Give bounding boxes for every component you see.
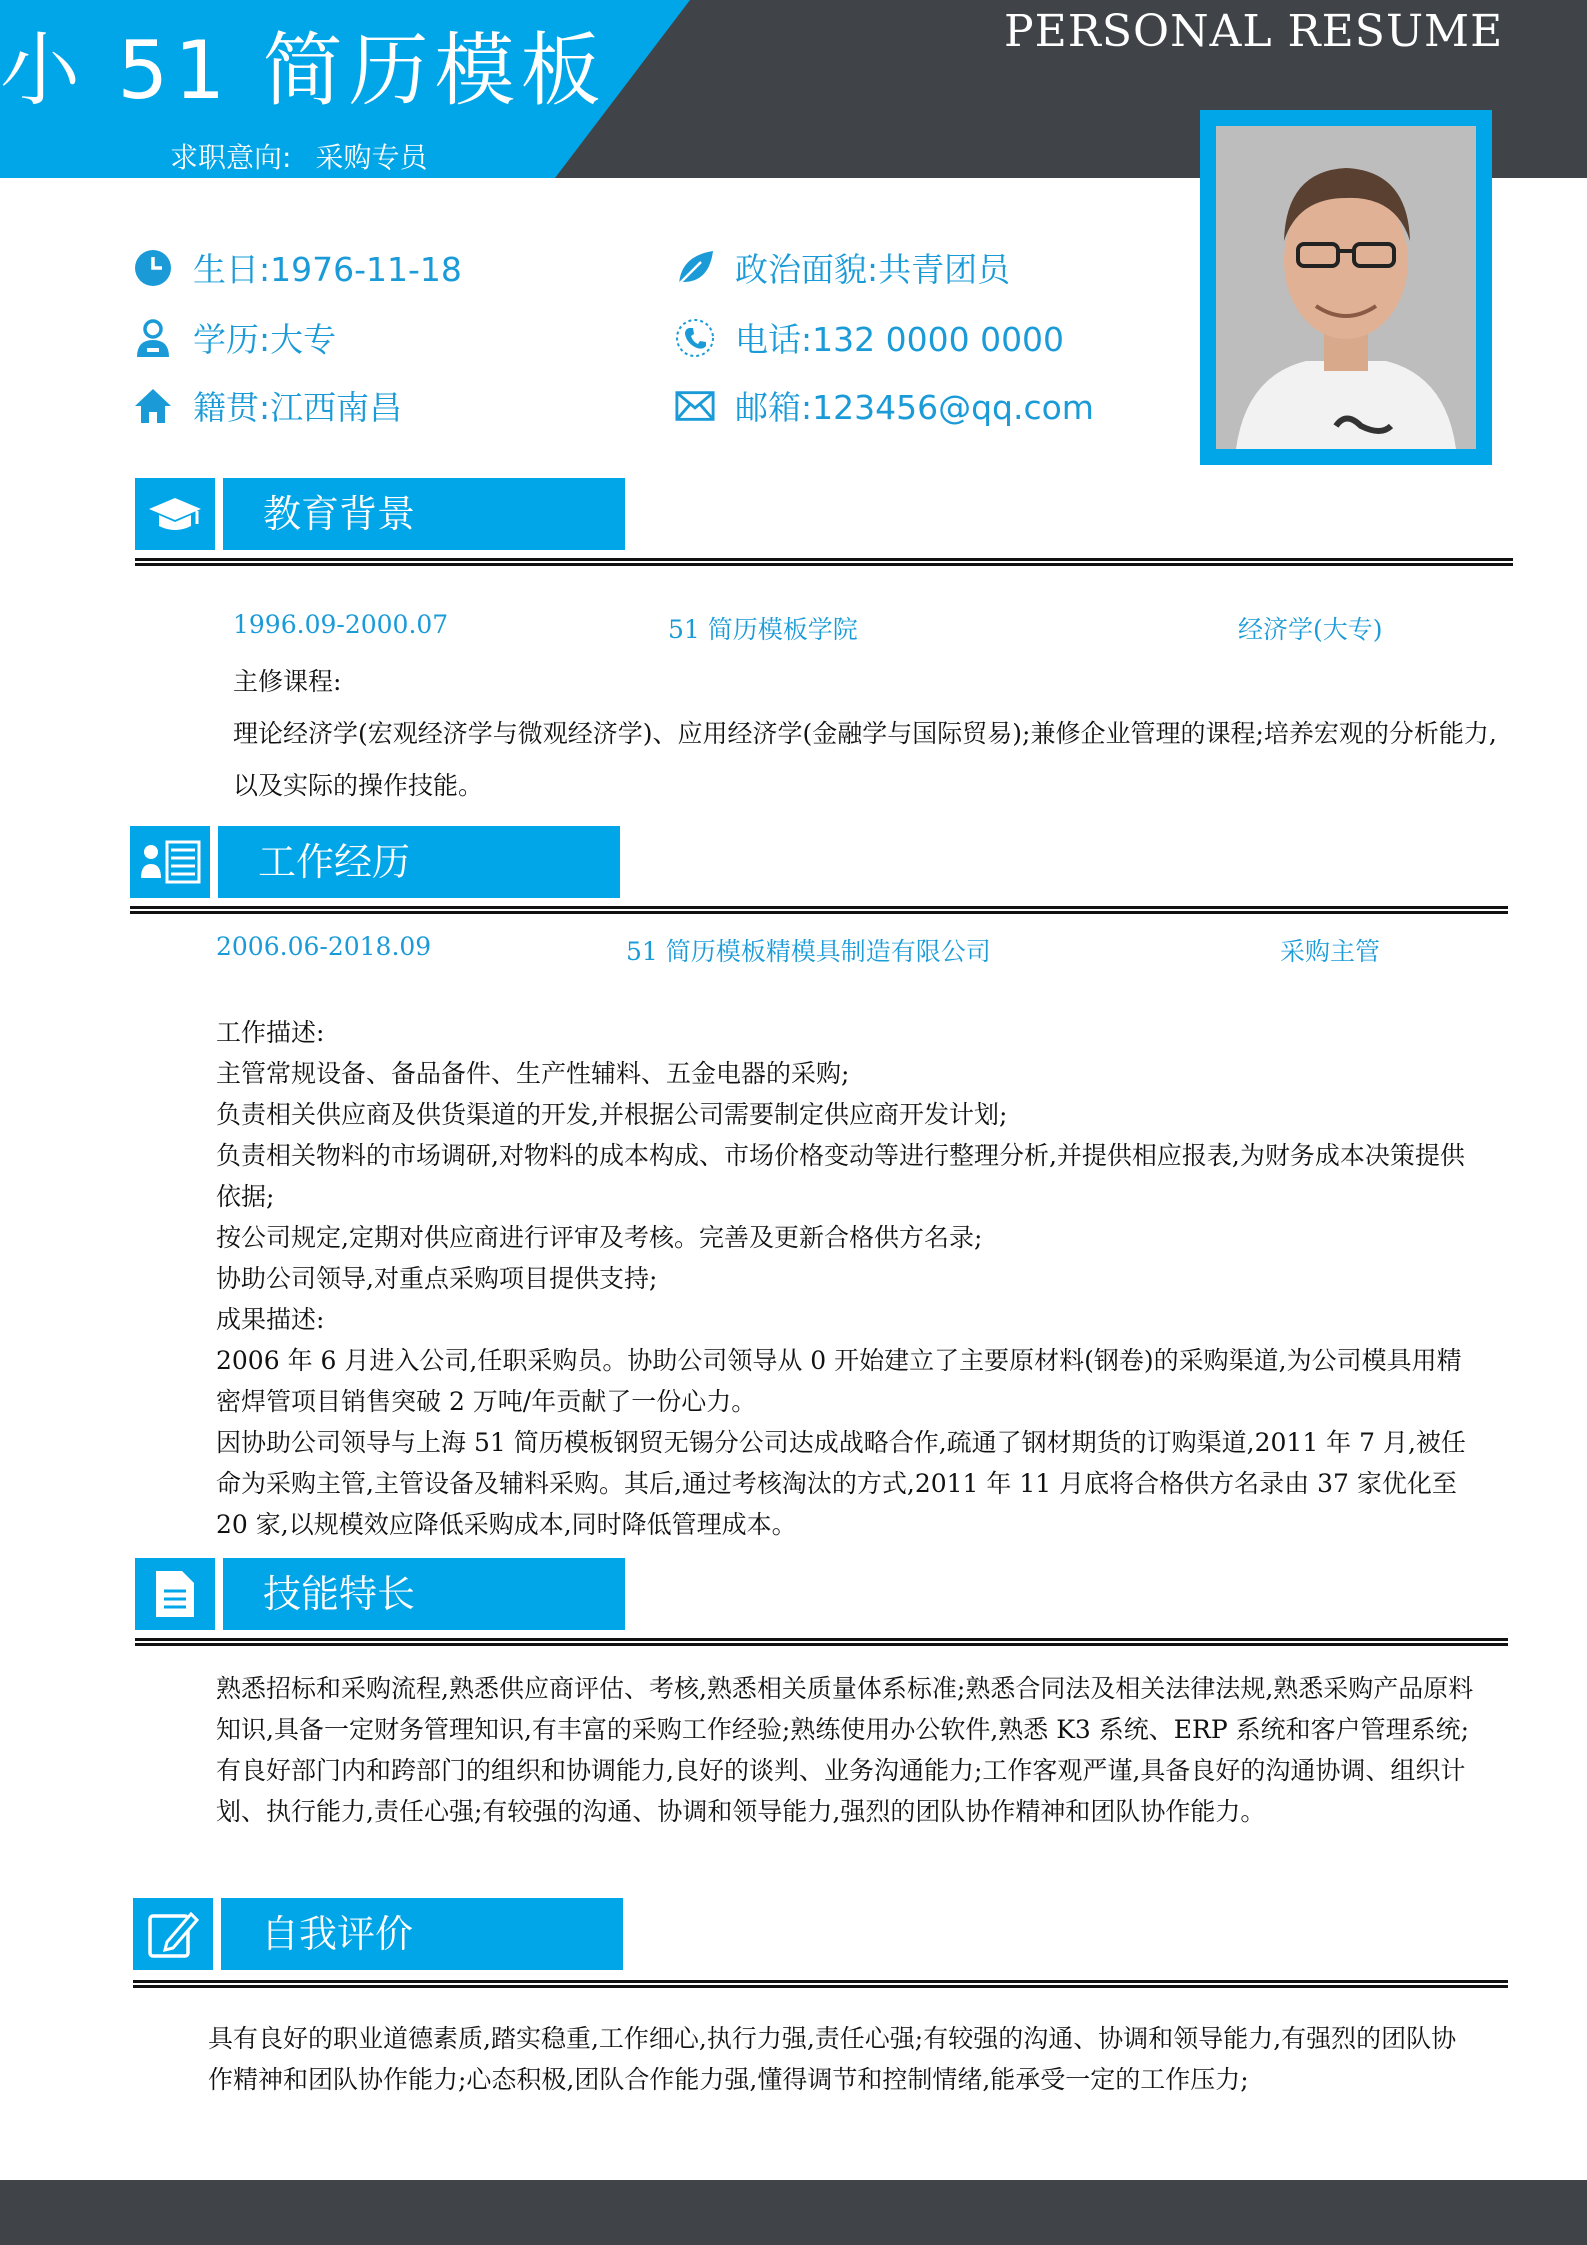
work-company: 51 简历模板精模具制造有限公司 bbox=[626, 937, 991, 966]
graduation-cap-icon bbox=[135, 478, 215, 550]
work-section-header bbox=[130, 826, 620, 898]
work-position: 采购主管 bbox=[1280, 937, 1381, 966]
info-politics bbox=[675, 244, 1010, 291]
info-phone bbox=[675, 314, 1064, 361]
work-period: 2006.06-2018.09 bbox=[216, 932, 432, 961]
courses-label: 主修课程: bbox=[233, 667, 342, 696]
self-eval-section-header bbox=[133, 1898, 623, 1970]
work-line: 2006 年 6 月进入公司,任职采购员。协助公司领导从 0 开始建立了主要原材料(钢卷)的采购渠道,为公司模具用精密焊管项目销售突破 2 万吨/年贡献了一份心力。 bbox=[216, 1346, 1462, 1416]
work-line: 负责相关供应商及供货渠道的开发,并根据公司需要制定供应商开发计划; bbox=[216, 1100, 1008, 1129]
education-school: 51 简历模板学院 bbox=[668, 615, 858, 644]
self-eval-section-title: 自我评价 bbox=[221, 1898, 623, 1970]
work-line: 协助公司领导,对重点采购项目提供支持; bbox=[216, 1264, 658, 1293]
self-eval-text: 具有良好的职业道德素质,踏实稳重,工作细心,执行力强,责任心强;有较强的沟通、协调和领导能力,有强烈的团队协作精神和团队协作能力;心态积极,团队合作能力强,懂得调节和控制情绪,能承受一定的工作压力; bbox=[208, 2024, 1457, 2094]
phone-icon bbox=[675, 318, 715, 358]
work-section-title: 工作经历 bbox=[218, 826, 620, 898]
education-period: 1996.09-2000.07 bbox=[233, 610, 449, 639]
work-line: 负责相关物料的市场调研,对物料的成本构成、市场价格变动等进行整理分析,并提供相应报表,为财务成本决策提供依据; bbox=[216, 1141, 1465, 1211]
home-icon bbox=[133, 386, 173, 426]
info-hometown bbox=[133, 382, 402, 429]
id-card-icon bbox=[130, 826, 210, 898]
job-intention-value: 采购专员 bbox=[315, 141, 428, 174]
info-birth-text: 生日:1976-11-18 bbox=[193, 250, 462, 289]
skills-divider bbox=[135, 1638, 1508, 1646]
education-divider bbox=[135, 558, 1513, 566]
skills-section-title: 技能特长 bbox=[223, 1558, 625, 1630]
education-courses bbox=[233, 656, 1513, 812]
clock-icon bbox=[133, 248, 173, 288]
info-email bbox=[675, 382, 1094, 429]
info-hometown-text: 籍贯:江西南昌 bbox=[193, 388, 403, 427]
work-divider bbox=[130, 906, 1508, 914]
footer-bar bbox=[0, 2180, 1587, 2245]
work-description bbox=[216, 1012, 1486, 1545]
work-line: 工作描述: bbox=[216, 1018, 325, 1047]
info-politics-text: 政治面貌:共青团员 bbox=[735, 250, 1011, 289]
info-education-text: 学历:大专 bbox=[193, 320, 337, 359]
work-line: 因协助公司领导与上海 51 简历模板钢贸无锡分公司达成战略合作,疏通了钢材期货的订购渠道,2011 年 7 月,被任命为采购主管,主管设备及辅料采购。其后,通过考核淘汰的方式,2011 年 11 月底将合格供方名录由 37 家优化至 20 家,以规模效应降低采购成本,同时降低管理成本。 bbox=[216, 1428, 1466, 1539]
work-line: 成果描述: bbox=[216, 1305, 325, 1334]
work-line: 主管常规设备、备品备件、生产性辅料、五金电器的采购; bbox=[216, 1059, 850, 1088]
document-icon bbox=[135, 1558, 215, 1630]
job-intention bbox=[170, 136, 427, 176]
info-education bbox=[133, 314, 336, 361]
edit-icon bbox=[133, 1898, 213, 1970]
info-birth bbox=[133, 244, 462, 291]
profile-photo bbox=[1216, 126, 1476, 449]
info-phone-text: 电话:132 0000 0000 bbox=[735, 320, 1065, 359]
leaf-icon bbox=[675, 248, 715, 288]
courses-text: 理论经济学(宏观经济学与微观经济学)、应用经济学(金融学与国际贸易);兼修企业管理的课程;培养宏观的分析能力,以及实际的操作技能。 bbox=[233, 719, 1497, 800]
education-section-header bbox=[135, 478, 625, 550]
work-line: 按公司规定,定期对供应商进行评审及考核。完善及更新合格供方名录; bbox=[216, 1223, 983, 1252]
skills-text: 熟悉招标和采购流程,熟悉供应商评估、考核,熟悉相关质量体系标准;熟悉合同法及相关法律法规,熟悉采购产品原料知识,具备一定财务管理知识,有丰富的采购工作经验;熟练使用办公软件,熟悉 K3 系统、ERP 系统和客户管理系统;有良好部门内和跨部门的组织和协调能力,良好的谈判、业务沟通能力;工作客观严谨,具备良好的沟通协调、组织计划、执行能力,责任心强;有较强的沟通、协调和领导能力,强烈的团队协作精神和团队协作能力。 bbox=[216, 1674, 1474, 1826]
education-major: 经济学(大专) bbox=[1238, 615, 1383, 644]
resume-name: 小 51 简历模板 bbox=[0, 24, 607, 117]
job-intention-label: 求职意向: bbox=[170, 141, 292, 174]
user-icon bbox=[133, 318, 173, 358]
skills-section-header bbox=[135, 1558, 625, 1630]
info-email-text: 邮箱:123456@qq.com bbox=[735, 388, 1094, 427]
education-section-title: 教育背景 bbox=[223, 478, 625, 550]
english-title: PERSONAL RESUME bbox=[1004, 6, 1504, 57]
profile-photo-frame bbox=[1200, 110, 1492, 465]
self-eval-divider bbox=[133, 1980, 1508, 1988]
mail-icon bbox=[675, 386, 715, 426]
